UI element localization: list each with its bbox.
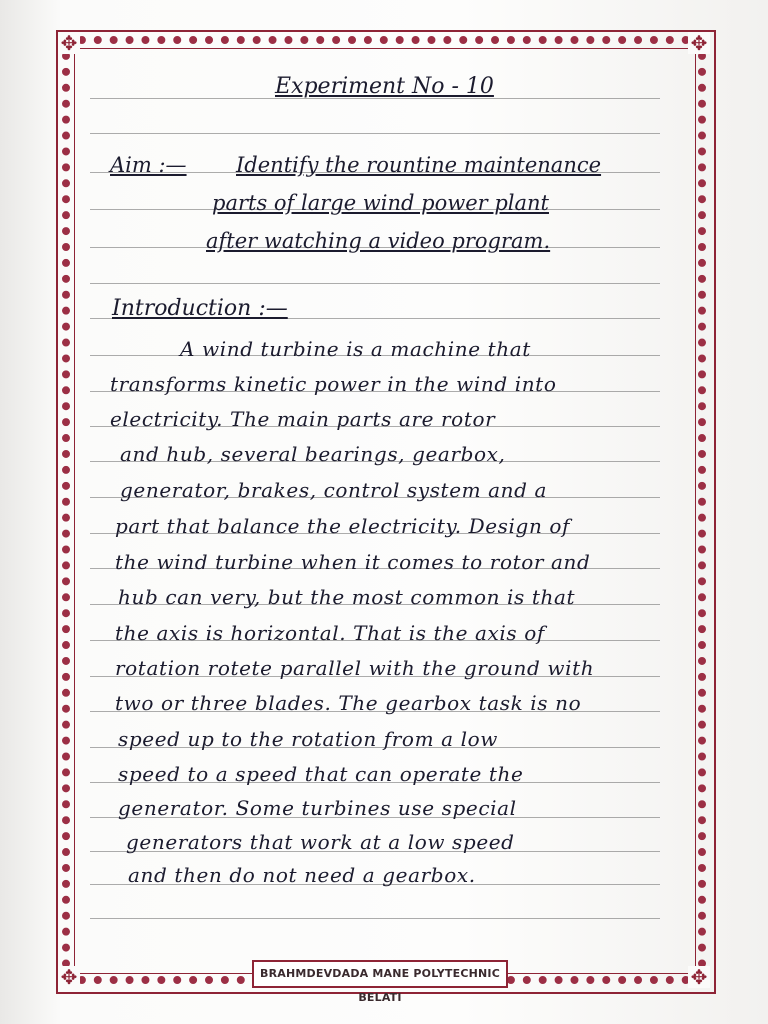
aim-line-3: after watching a video program. xyxy=(206,229,551,253)
corner-ornament-icon: ✥ xyxy=(58,32,80,54)
ruled-line xyxy=(90,133,660,134)
college-name-footer: BRAHMDEVDADA MANE POLYTECHNIC BELATI xyxy=(252,960,508,988)
intro-line: generator. Some turbines use special xyxy=(118,796,517,820)
intro-line: part that balance the electricity. Design of xyxy=(115,514,571,538)
intro-line: and hub, several bearings, gearbox, xyxy=(120,442,506,466)
intro-line: speed to a speed that can operate the xyxy=(118,762,524,786)
intro-line: the wind turbine when it comes to rotor and xyxy=(115,550,591,574)
intro-line: generator, brakes, control system and a xyxy=(120,478,548,502)
intro-line: two or three blades. The gearbox task is no xyxy=(115,691,582,715)
aim-label: Aim :— xyxy=(110,153,187,177)
intro-line: generators that work at a low speed xyxy=(126,830,515,854)
ruled-line xyxy=(90,283,660,284)
intro-line: A wind turbine is a machine that xyxy=(180,337,531,361)
intro-line: and then do not need a gearbox. xyxy=(128,863,476,887)
aim-line-2: parts of large wind power plant xyxy=(212,191,549,215)
corner-ornament-icon: ✥ xyxy=(58,966,80,988)
corner-ornament-icon: ✥ xyxy=(688,32,710,54)
experiment-title: Experiment No - 10 xyxy=(275,74,494,99)
intro-line: rotation rotete parallel with the ground with xyxy=(115,656,595,680)
aim-line-1: Identify the rountine maintenance xyxy=(236,153,602,177)
intro-line: transforms kinetic power in the wind into xyxy=(110,372,557,396)
intro-line: speed up to the rotation from a low xyxy=(118,727,498,751)
ruled-line xyxy=(90,918,660,919)
intro-line: the axis is horizontal. That is the axis of xyxy=(115,621,545,645)
corner-ornament-icon: ✥ xyxy=(688,966,710,988)
introduction-heading: Introduction :— xyxy=(112,296,288,321)
intro-line: electricity. The main parts are rotor xyxy=(110,407,496,431)
intro-line: hub can very, but the most common is that xyxy=(118,585,576,609)
